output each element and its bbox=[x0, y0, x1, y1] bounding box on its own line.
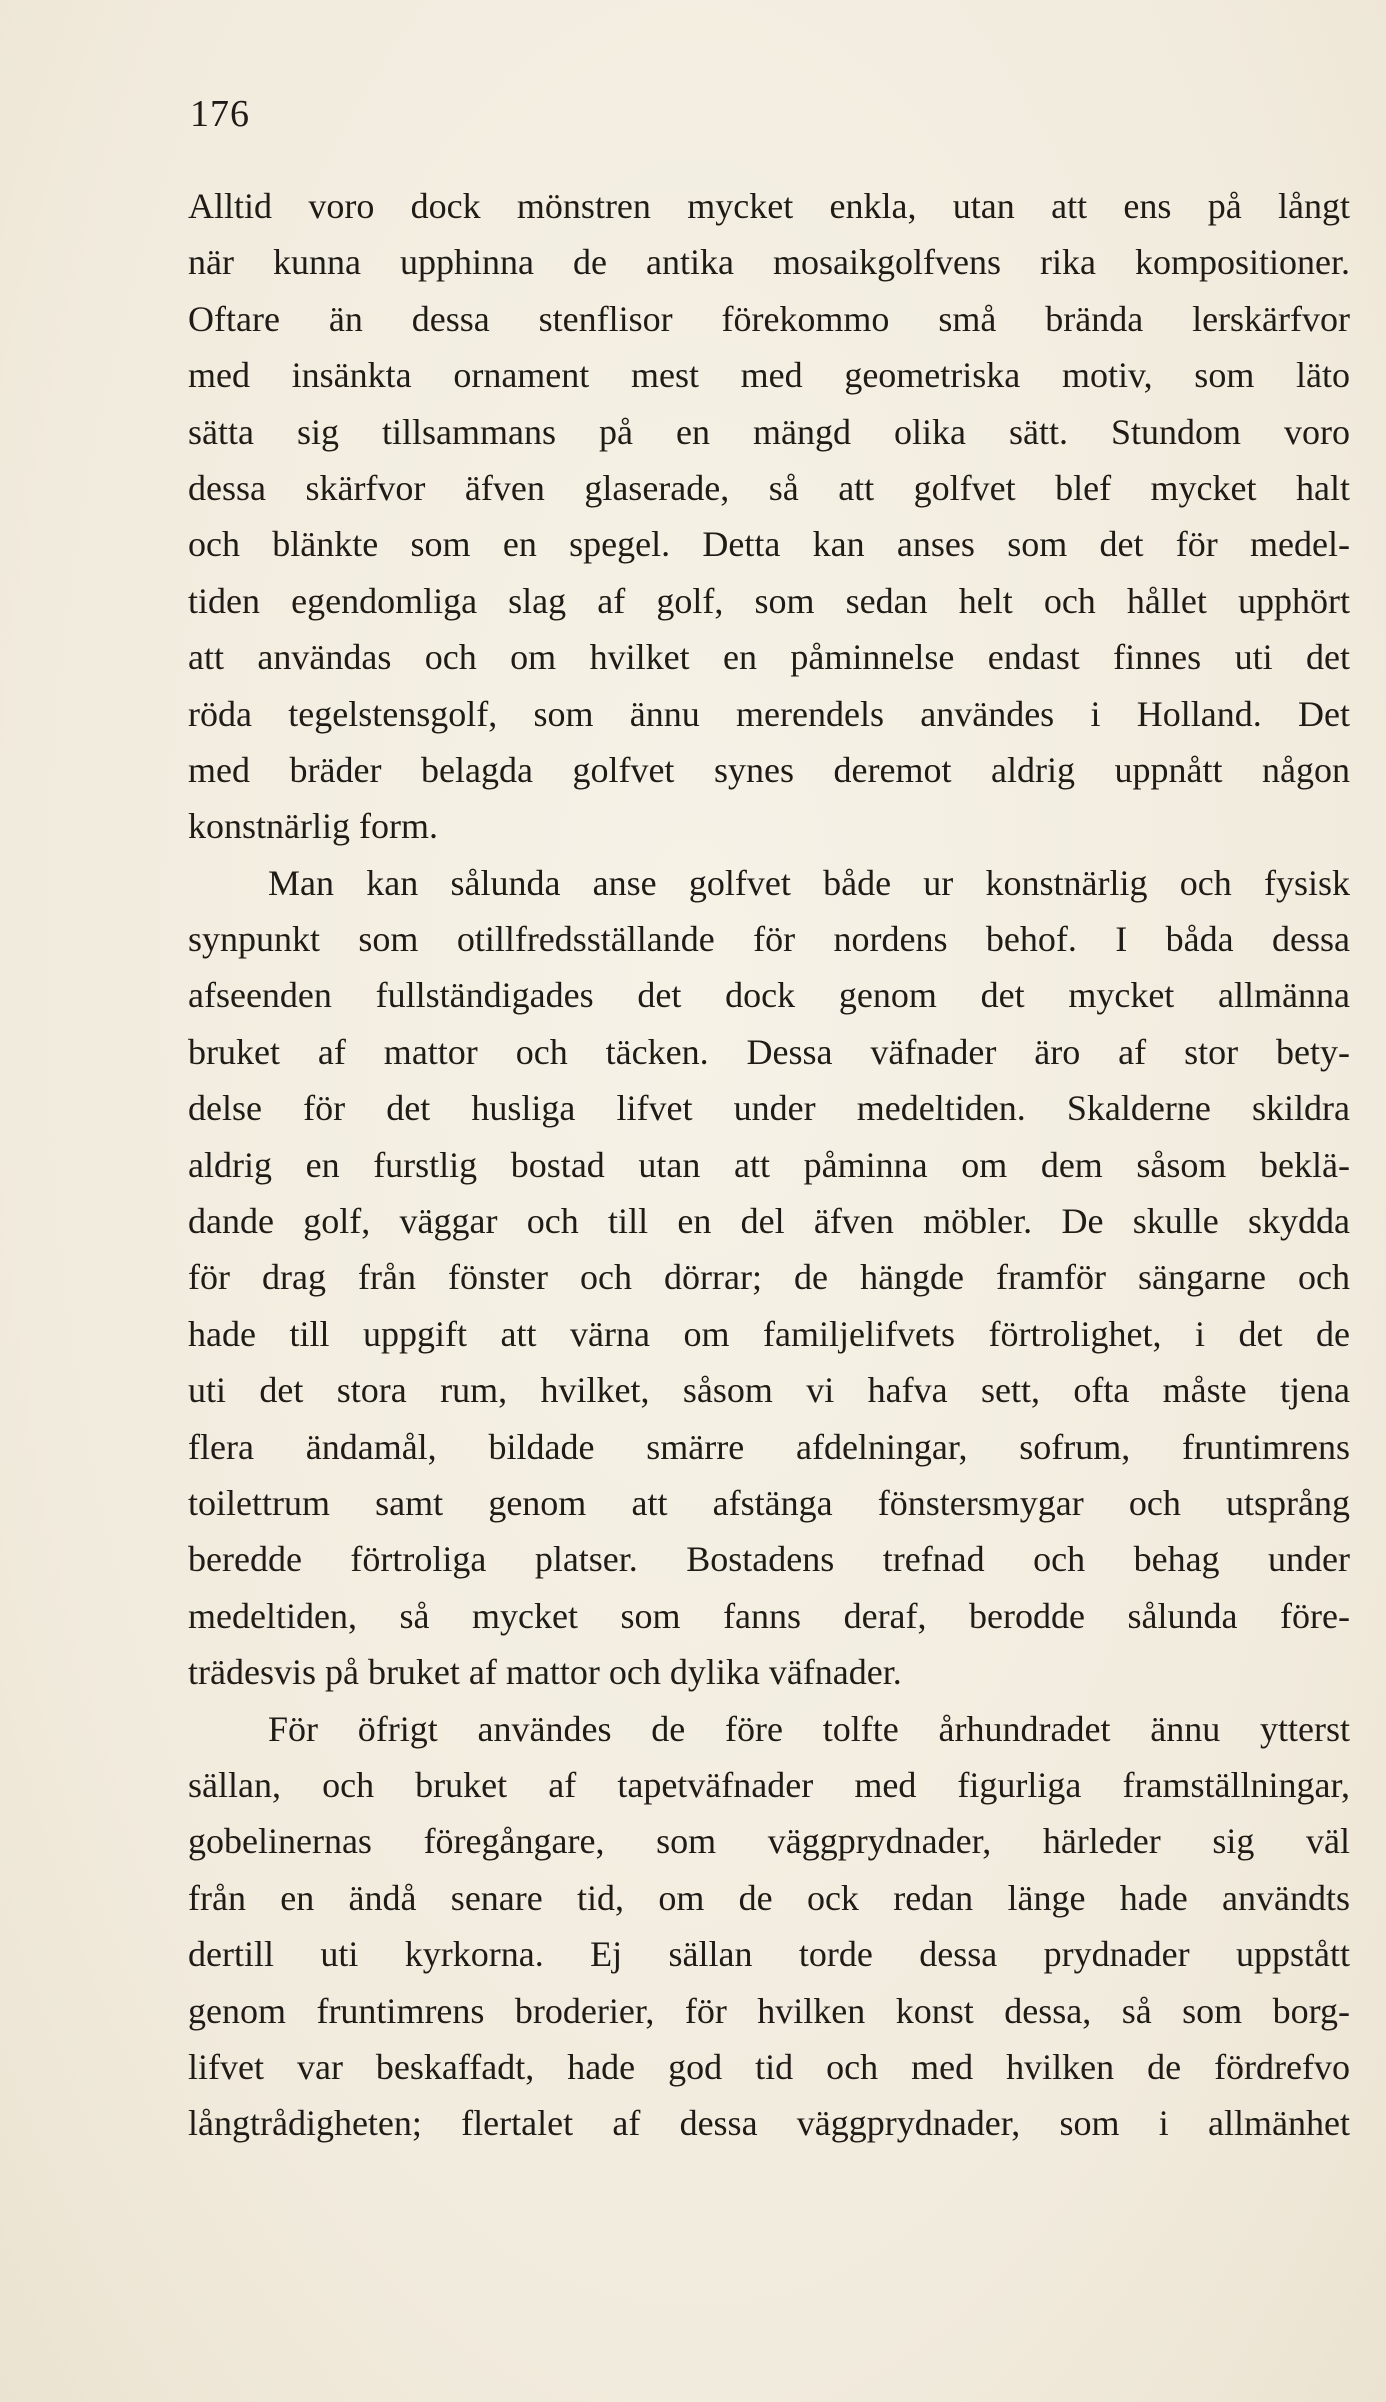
text-line: att användas och om hvilket en påminnelse endast finnes uti det bbox=[188, 637, 1350, 678]
text-line: synpunkt som otillfredsställande för nordens behof. I båda dessa bbox=[188, 919, 1350, 960]
text-line: Alltid voro dock mönstren mycket enkla, utan att ens på långt bbox=[188, 186, 1350, 226]
text-line: dande golf, väggar och till en del äfven möbler. De skulle skydda bbox=[188, 1201, 1350, 1242]
text-line: sällan, och bruket af tapetväfnader med figurliga framställningar, bbox=[188, 1764, 1350, 1805]
body-text bbox=[188, 178, 1350, 2152]
text-line: långtrådigheten; flertalet af dessa väggprydnader, som i allmänhet bbox=[188, 2103, 1350, 2144]
text-line: sätta sig tillsammans på en mängd olika sätt. Stundom voro bbox=[188, 411, 1350, 452]
text-line: för drag från fönster och dörrar; de hängde framför sängarne och bbox=[188, 1257, 1350, 1298]
text-line: dertill uti kyrkorna. Ej sällan torde dessa prydnader uppstått bbox=[188, 1934, 1350, 1975]
text-line: toilettrum samt genom att afstänga fönstersmygar och utsprång bbox=[188, 1482, 1350, 1523]
text-line: Man kan sålunda anse golfvet både ur konstnärlig och fysisk bbox=[268, 862, 1350, 903]
text-line: flera ändamål, bildade smärre afdelningar, sofrum, fruntimrens bbox=[188, 1426, 1350, 1467]
text-line: lifvet var beskaffadt, hade god tid och med hvilken de fördrefvo bbox=[188, 2046, 1350, 2087]
page-number: 176 bbox=[190, 93, 250, 135]
text-line: dessa skärfvor äfven glaserade, så att golfvet blef mycket halt bbox=[188, 467, 1350, 508]
text-line: beredde förtroliga platser. Bostadens trefnad och behag under bbox=[188, 1539, 1350, 1580]
text-line: trädesvis på bruket af mattor och dylika väfnader. bbox=[188, 1652, 902, 1693]
text-line: konstnärlig form. bbox=[188, 806, 438, 847]
text-line: tiden egendomliga slag af golf, som sedan helt och hållet upphört bbox=[188, 580, 1350, 621]
text-line: med bräder belagda golfvet synes deremot aldrig uppnått någon bbox=[188, 749, 1350, 790]
text-line: afseenden fullständigades det dock genom det mycket allmänna bbox=[188, 975, 1350, 1016]
text-line: aldrig en furstlig bostad utan att påminna om dem såsom beklä- bbox=[188, 1144, 1350, 1185]
text-line: För öfrigt användes de före tolfte århundradet ännu ytterst bbox=[268, 1708, 1350, 1749]
text-line: gobelinernas föregångare, som väggprydnader, härleder sig väl bbox=[188, 1821, 1350, 1862]
text-line: och blänkte som en spegel. Detta kan anses som det för medel- bbox=[188, 524, 1350, 565]
text-line: när kunna upphinna de antika mosaikgolfvens rika kompositioner. bbox=[188, 242, 1350, 283]
text-line: hade till uppgift att värna om familjelifvets förtrolighet, i det de bbox=[188, 1313, 1350, 1354]
text-line: genom fruntimrens broderier, för hvilken konst dessa, så som borg- bbox=[188, 1990, 1350, 2031]
text-line: medeltiden, så mycket som fanns deraf, berodde sålunda före- bbox=[188, 1595, 1350, 1636]
text-line: uti det stora rum, hvilket, såsom vi hafva sett, ofta måste tjena bbox=[188, 1370, 1350, 1411]
text-line: bruket af mattor och täcken. Dessa väfnader äro af stor bety- bbox=[188, 1031, 1350, 1072]
text-line: röda tegelstensgolf, som ännu merendels användes i Holland. Det bbox=[188, 693, 1350, 734]
text-line: delse för det husliga lifvet under medeltiden. Skalderne skildra bbox=[188, 1088, 1350, 1129]
text-line: från en ändå senare tid, om de ock redan länge hade användts bbox=[188, 1877, 1350, 1918]
text-line: Oftare än dessa stenflisor förekommo små brända lerskärfvor bbox=[188, 298, 1350, 339]
text-line: med insänkta ornament mest med geometriska motiv, som läto bbox=[188, 355, 1350, 396]
